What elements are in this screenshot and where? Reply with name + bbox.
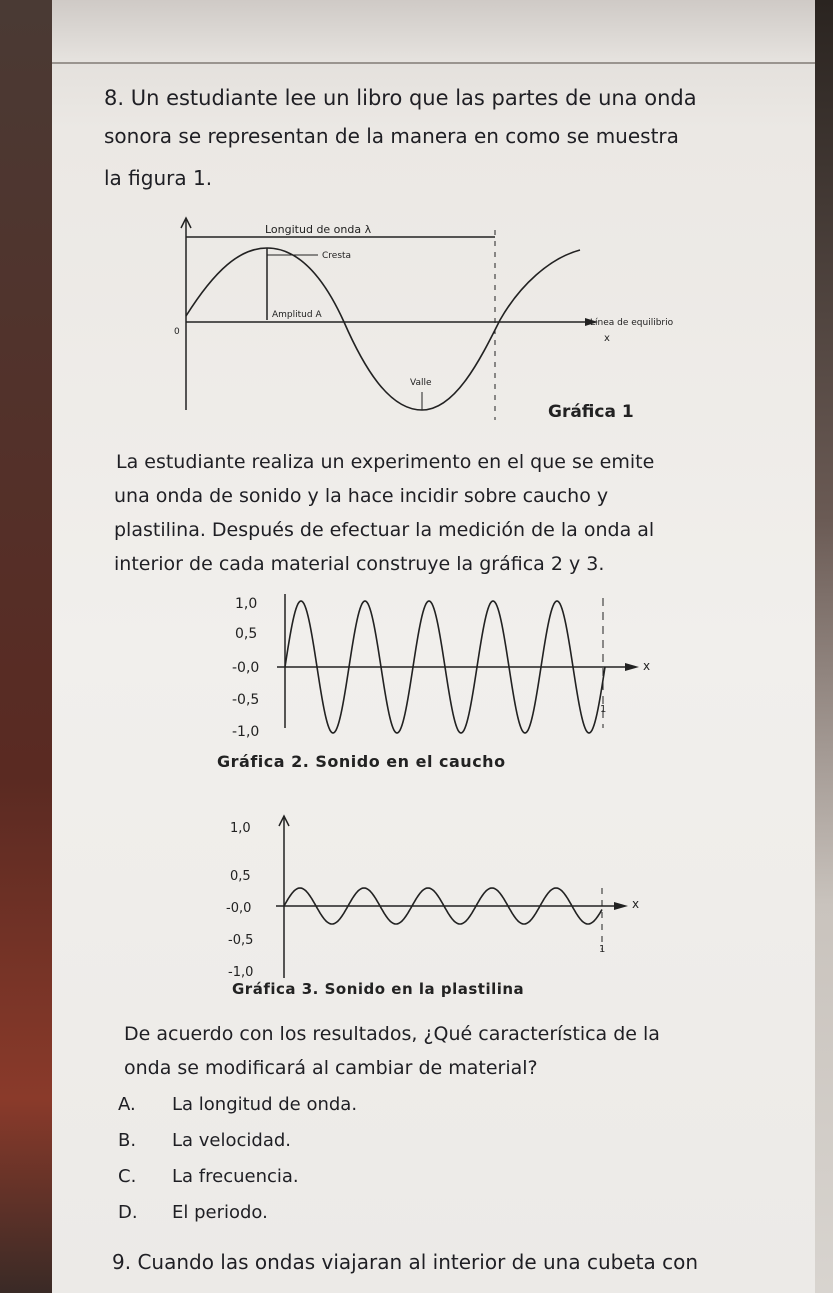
g2-tick-3: -0,0 bbox=[232, 660, 260, 676]
g3-tick-1: 1,0 bbox=[230, 821, 251, 836]
fig1-amplitude-label: Amplitud A bbox=[272, 310, 322, 320]
g2-tick-2: 0,5 bbox=[235, 626, 258, 642]
option-b-letter: B. bbox=[118, 1130, 137, 1151]
option-a-text: La longitud de onda. bbox=[172, 1094, 358, 1115]
fig1-wavelength-label: Longitud de onda λ bbox=[265, 223, 372, 236]
g2-tick-1: 1,0 bbox=[235, 596, 258, 612]
g2-marker: 1 bbox=[600, 704, 607, 715]
paper-previous-sheet bbox=[52, 0, 828, 64]
g2-tick-4: -0,5 bbox=[232, 692, 260, 708]
q8-question-line-2: onda se modificará al cambiar de material? bbox=[124, 1057, 538, 1079]
g3-x-label: x bbox=[632, 897, 640, 911]
q8-intro-line-3: la figura 1. bbox=[104, 166, 213, 190]
q8-middle-line-2: una onda de sonido y la hace incidir sobre caucho y bbox=[114, 485, 609, 507]
background-right-edge bbox=[815, 0, 833, 1293]
option-b[interactable] bbox=[118, 1124, 291, 1157]
fig1-x-label: x bbox=[604, 333, 610, 344]
q8-middle-line-3: plastilina. Después de efectuar la medición de la onda al bbox=[114, 519, 655, 541]
background-left-edge bbox=[0, 0, 60, 1293]
fig1-caption: Gráfica 1 bbox=[548, 402, 634, 422]
graph-2-rubber-wave bbox=[215, 588, 685, 778]
fig1-origin-label: 0 bbox=[174, 327, 180, 337]
option-a[interactable] bbox=[118, 1088, 357, 1121]
q8-middle-line-1: La estudiante realiza un experimento en el que se emite bbox=[116, 451, 655, 473]
option-c-text: La frecuencia. bbox=[172, 1166, 299, 1187]
option-d-text: El periodo. bbox=[172, 1202, 268, 1223]
q8-intro-line-1: 8. Un estudiante lee un libro que las partes de una onda bbox=[104, 86, 697, 110]
g3-tick-2: 0,5 bbox=[230, 869, 251, 884]
q8-intro-line-2: sonora se representan de la manera en como se muestra bbox=[104, 124, 679, 148]
g2-caption: Gráfica 2. Sonido en el caucho bbox=[217, 752, 506, 771]
g3-tick-4: -0,5 bbox=[228, 933, 254, 948]
fig1-sine-wave bbox=[186, 248, 580, 410]
g3-caption: Gráfica 3. Sonido en la plastilina bbox=[232, 980, 525, 998]
option-a-letter: A. bbox=[118, 1094, 136, 1115]
g2-x-label: x bbox=[643, 659, 651, 673]
fig1-equilibrium-label: Línea de equilibrio bbox=[590, 318, 674, 328]
g3-tick-3: -0,0 bbox=[226, 901, 252, 916]
graph-3-plasticine-wave bbox=[220, 810, 690, 1000]
q8-middle-line-4: interior de cada material construye la gráfica 2 y 3. bbox=[114, 553, 605, 575]
option-c[interactable] bbox=[118, 1160, 299, 1193]
option-b-text: La velocidad. bbox=[172, 1130, 292, 1151]
option-d-letter: D. bbox=[118, 1202, 138, 1223]
fig1-trough-label: Valle bbox=[410, 378, 432, 388]
g2-tick-5: -1,0 bbox=[232, 724, 260, 740]
g3-tick-5: -1,0 bbox=[228, 965, 254, 980]
q8-question-line-1: De acuerdo con los resultados, ¿Qué característica de la bbox=[124, 1023, 660, 1045]
fig1-crest-label: Cresta bbox=[322, 251, 352, 261]
option-c-letter: C. bbox=[118, 1166, 137, 1187]
figure-1-wave-diagram bbox=[160, 210, 740, 430]
g3-marker: 1 bbox=[599, 944, 606, 955]
q9-line-1: 9. Cuando las ondas viajaran al interior de una cubeta con bbox=[112, 1250, 699, 1274]
option-d[interactable] bbox=[118, 1196, 268, 1229]
